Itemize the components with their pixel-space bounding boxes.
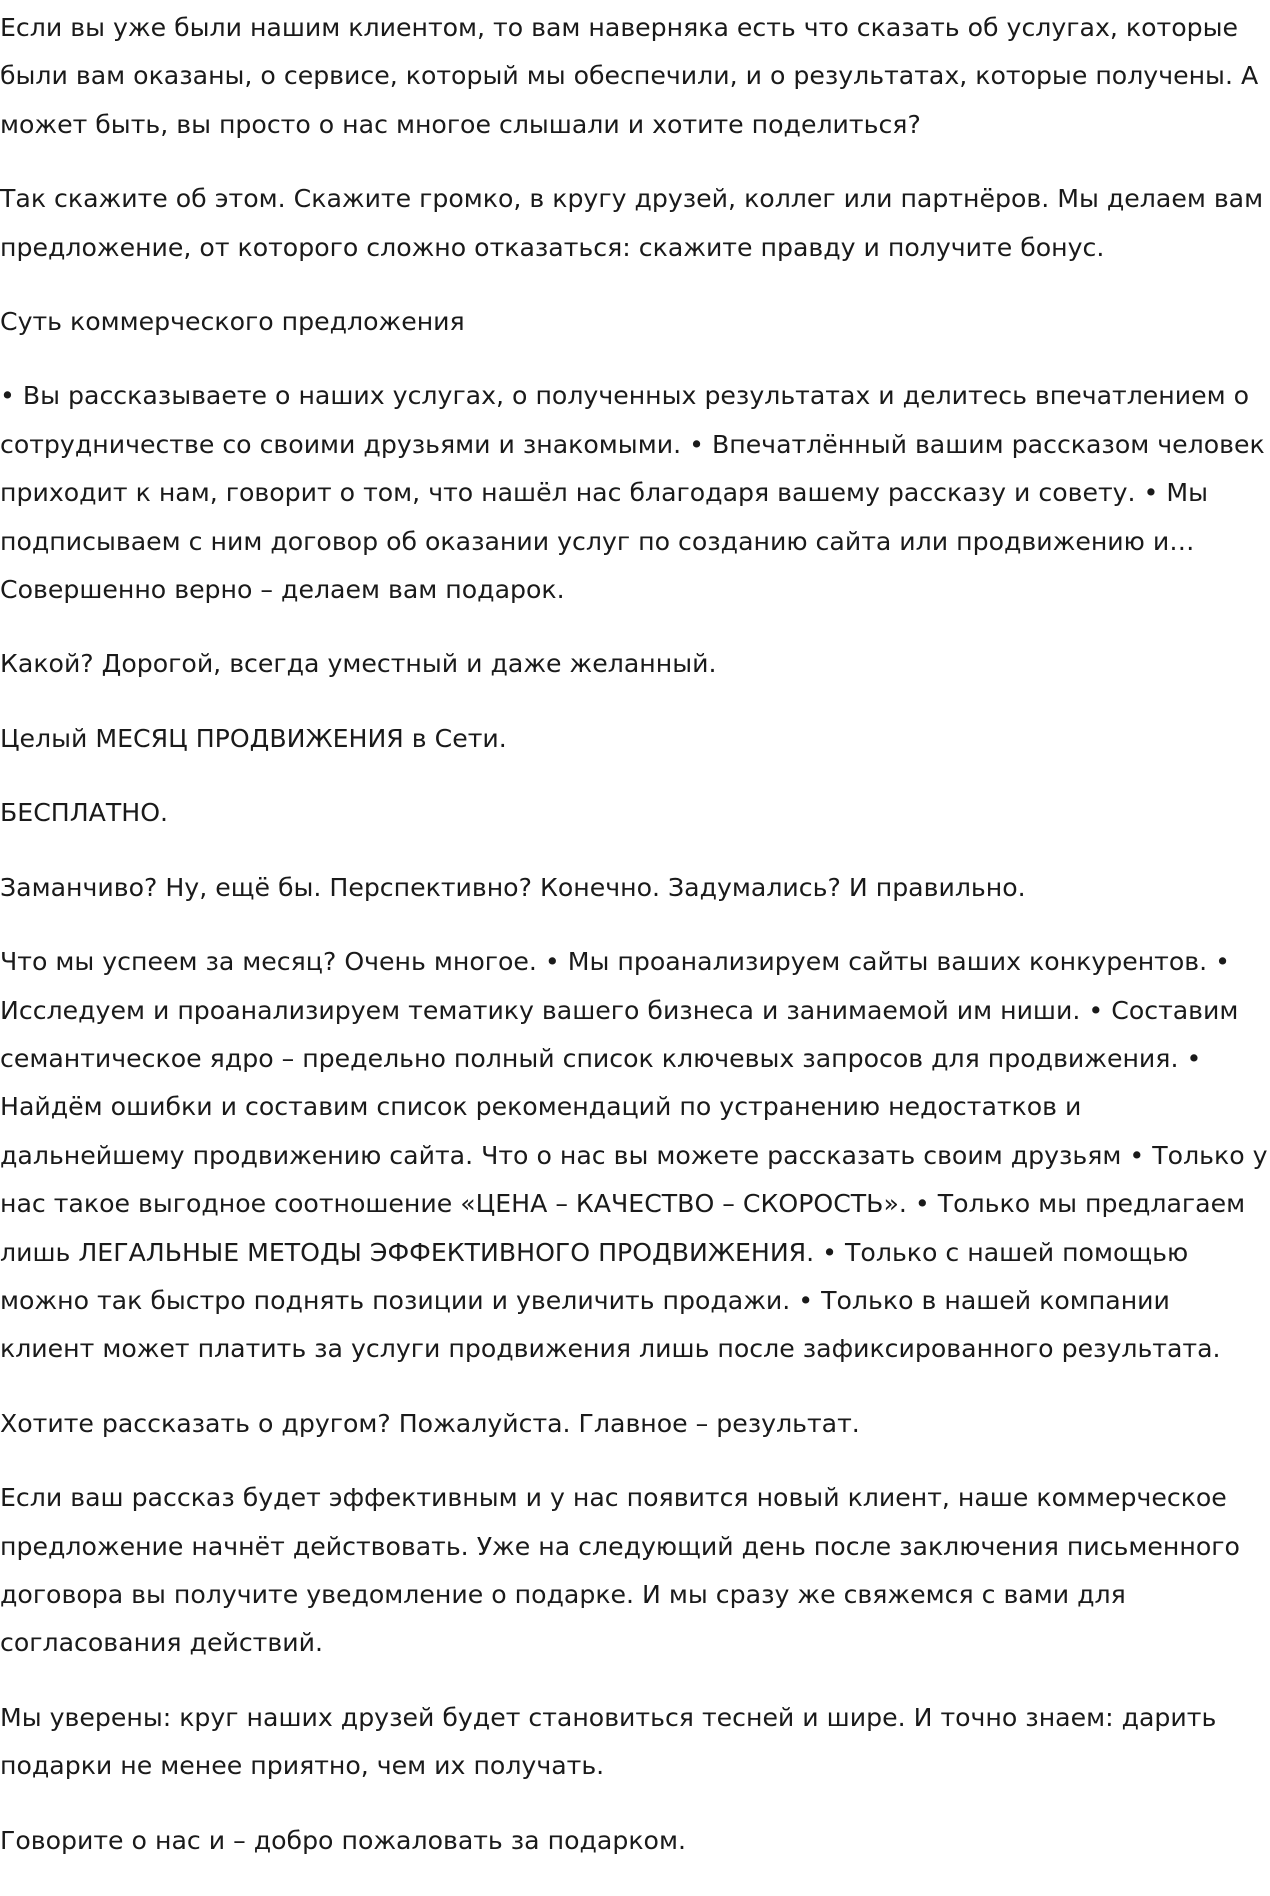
effective-story-paragraph: Если ваш рассказ будет эффективным и у нас появится новый клиент, наше коммерческое предложение начнёт действовать. Уже на следующий день после заключения письменного договора вы получите уведомление о подарке. И мы сразу же свяжемся с вами для согласования действий. bbox=[0, 1483, 1240, 1658]
month-work-paragraph: Что мы успеем за месяц? Очень многое. • Мы проанализируем сайты ваших конкурентов. • Исследуем и проанализируем тематику вашего бизнеса и занимаемой им ниши. • Составим семантическое ядро – предельно полный список ключевых запросов для продвижения. • Найдём ошибки и составим список рекомендаций по устранению недостатков и дальнейшему продвижению сайта. Что о нас вы можете рассказать своим друзьям • Только у нас такое выгодное соотношение «ЦЕНА – КАЧЕСТВО – СКОРОСТЬ». • Только мы предлагаем лишь ЛЕГАЛЬНЫЕ МЕТОДЫ ЭФФЕКТИВНОГО ПРОДВИЖЕНИЯ. • Только с нашей помощью можно так быстро поднять позиции и увеличить продажи. • Только в нашей компании клиент может платить за услуги продвижения лишь после зафиксированного результата. bbox=[0, 947, 1268, 1364]
closing-paragraph: Говорите о нас и – добро пожаловать за подарком. bbox=[0, 1825, 686, 1855]
other-story-paragraph: Хотите рассказать о другом? Пожалуйста. Главное – результат. bbox=[0, 1408, 860, 1438]
tempting-paragraph: Заманчиво? Ну, ещё бы. Перспективно? Конечно. Задумались? И правильно. bbox=[0, 872, 1026, 902]
offer-paragraph: Так скажите об этом. Скажите громко, в кругу друзей, коллег или партнёров. Мы делаем вам предложение, от которого сложно отказаться: скажите правду и получите бонус. bbox=[0, 184, 1264, 262]
gift-month-paragraph: Целый МЕСЯЦ ПРОДВИЖЕНИЯ в Сети. bbox=[0, 723, 507, 753]
friends-circle-paragraph: Мы уверены: круг наших друзей будет становиться тесней и шире. И точно знаем: дарить подарки не менее приятно, чем их получать. bbox=[0, 1702, 1217, 1781]
gift-question-paragraph: Какой? Дорогой, всегда уместный и даже желанный. bbox=[0, 649, 717, 679]
steps-paragraph: • Вы рассказываете о наших услугах, о полученных результатах и делитесь впечатлением о сотрудничестве со своими друзьями и знакомыми. • Впечатлённый вашим рассказом человек приходит к нам, говорит о том, что нашёл нас благодаря вашему рассказу и совету. • Мы подписываем с ним договор об оказании услуг по созданию сайта или продвижению и… Совершенно верно – делаем вам подарок. bbox=[0, 381, 1265, 605]
free-paragraph: БЕСПЛАТНО. bbox=[0, 798, 169, 828]
section-heading: Суть коммерческого предложения bbox=[0, 307, 465, 337]
intro-paragraph: Если вы уже были нашим клиентом, то вам наверняка есть что сказать об услугах, которые были вам оказаны, о сервисе, который мы обеспечили, и о результатах, которые получены. А может быть, вы просто о нас многое слышали и хотите поделиться? bbox=[0, 13, 1259, 139]
